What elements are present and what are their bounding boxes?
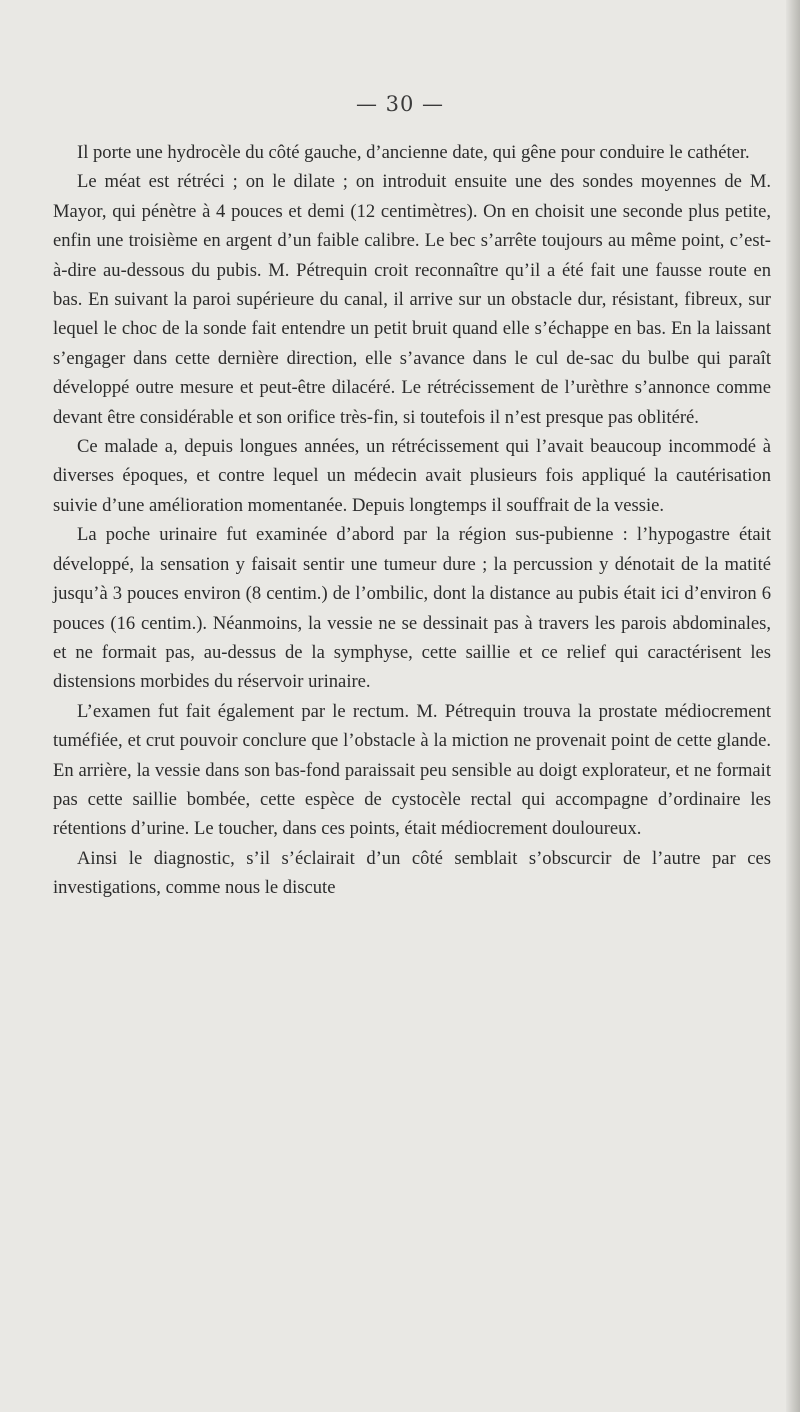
body-text: [53, 138, 771, 903]
paragraph-meat-examination: Le méat est rétréci ; on le dilate ; on introduit ensuite une des sondes moyennes de M. Mayor, qui pénètre à 4 pouces et demi (12 centimètres). On en choisit une seconde plus petite, enfin une troisième en argent d’un faible calibre. Le bec s’arrête toujours au même point, c’est-à-dire au-dessous du pubis. M. Pétrequin croit reconnaître qu’il a été fait une fausse route en bas. En suivant la paroi supérieure du canal, il arrive sur un obstacle dur, résistant, fibreux, sur lequel le choc de la sonde fait entendre un petit bruit quand elle s’échappe en bas. En la laissant s’engager dans cette dernière direction, elle s’avance dans le cul de-sac du bulbe qui paraît développé outre mesure et peut-être dilacéré. Le rétrécissement de l’urèthre s’annonce comme devant être considérable et son orifice très-fin, si toutefois il n’est presque pas oblitéré.: [53, 171, 771, 428]
page-number: — 30 —: [355, 92, 445, 116]
page-edge-shadow: [786, 0, 800, 1412]
paragraph-diagnosis: Ainsi le diagnostic, s’il s’éclairait d’un côté semblait s’obscurcir de l’autre par ces investigations, comme nous le discute: [53, 847, 771, 899]
paragraph-hydrocele: Il porte une hydrocèle du côté gauche, d’ancienne date, qui gêne pour conduire le cathéter.: [77, 142, 750, 163]
paragraph-bladder-examination: La poche urinaire fut examinée d’abord par la région sus-pubienne : l’hypogastre était développé, la sensation y faisait sentir une tumeur dure ; la percussion y dénotait de la matité jusqu’à 3 pouces environ (8 centim.) de l’ombilic, dont la distance au pubis était ici d’environ 6 pouces (16 centim.). Néanmoins, la vessie ne se dessinait pas à travers les parois abdominales, et ne formait pas, au-dessus de la symphyse, cette saillie et ce relief qui caractérisent les distensions morbides du réservoir urinaire.: [53, 524, 771, 693]
paragraph-patient-history: Ce malade a, depuis longues années, un rétrécissement qui l’avait beaucoup incommodé à diverses époques, et contre lequel un médecin avait plusieurs fois appliqué la cautérisation suivie d’une amélioration momentanée. Depuis longtemps il souffrait de la vessie.: [53, 436, 771, 516]
paragraph-rectal-examination: L’examen fut fait également par le rectum. M. Pétrequin trouva la prostate médiocrement tuméfiée, et crut pouvoir conclure que l’obstacle à la miction ne provenait point de cette glande. En arrière, la vessie dans son bas-fond paraissait peu sensible au doigt explorateur, et ne formait pas cette saillie bombée, cette espèce de cystocèle rectal qui accompagne d’ordinaire les rétentions d’urine. Le toucher, dans ces points, était médiocrement douloureux.: [53, 700, 771, 840]
